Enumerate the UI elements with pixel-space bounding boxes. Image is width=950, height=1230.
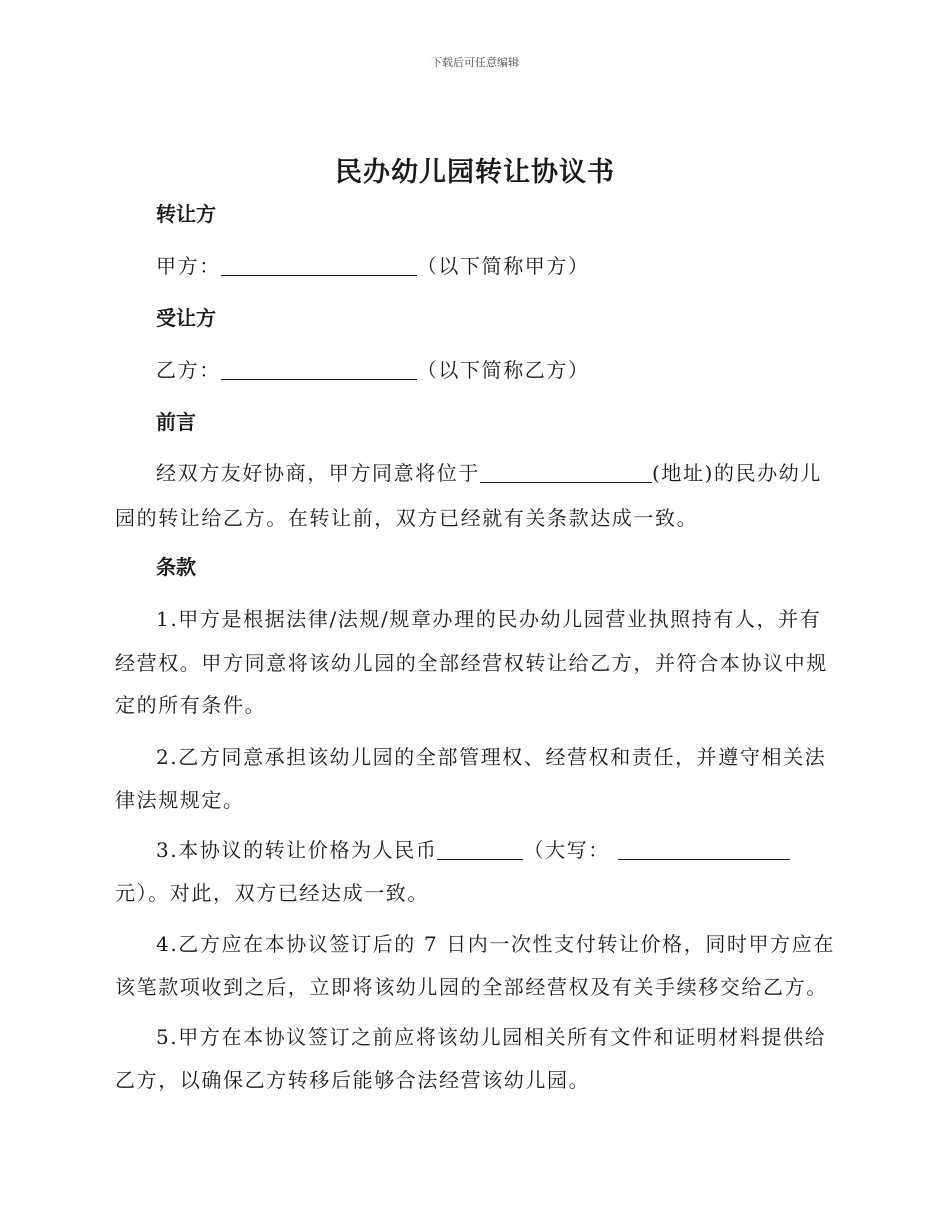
header-note: 下载后可任意编辑: [431, 56, 519, 69]
clause-5-line-1: 5.甲方在本协议签订之前应将该幼儿园相关所有文件和证明材料提供给: [156, 1025, 827, 1049]
clause-2-line-2: 律法规规定。: [115, 788, 245, 812]
party-a-suffix: （以下简称甲方）: [416, 254, 590, 278]
clause-4-line-1: 4.乙方应在本协议签订后的 7 日内一次性支付转让价格，同时甲方应在: [156, 932, 835, 956]
party-b-blank[interactable]: [221, 359, 417, 380]
preface-heading: 前言: [156, 410, 196, 434]
preface-line-1: [156, 457, 836, 486]
preface-line-2: 园的转让给乙方。在转让前，双方已经就有关条款达成一致。: [115, 506, 699, 530]
clause-1-line-3: 定的所有条件。: [115, 693, 267, 717]
clause-4-line-2: 该笔款项收到之后，立即将该幼儿园的全部经营权及有关手续移交给乙方。: [115, 975, 828, 999]
clause-5-line-2: 乙方，以确保乙方转移后能够合法经营该幼儿园。: [115, 1068, 591, 1092]
transferor-heading: 转让方: [156, 202, 216, 226]
price-uppercase-blank[interactable]: [618, 839, 790, 860]
clause-2-line-1: 2.乙方同意承担该幼儿园的全部管理权、经营权和责任，并遵守相关法: [156, 745, 827, 769]
terms-heading: 条款: [156, 555, 196, 579]
clause-3-line-2: 元）。对此，双方已经达成一致。: [115, 881, 429, 905]
party-b-suffix: （以下简称乙方）: [416, 358, 590, 382]
preface-text-b: (地址)的民办幼儿: [652, 461, 823, 485]
party-a-blank[interactable]: [221, 255, 417, 276]
clause-1-line-2: 经营权。甲方同意将该幼儿园的全部经营权转让给乙方，并符合本协议中规: [115, 651, 828, 675]
document-title: 民办幼儿园转让协议书: [335, 157, 615, 188]
party-b-line: [156, 354, 836, 383]
address-blank[interactable]: [480, 462, 652, 483]
party-a-label: 甲方：: [156, 254, 221, 278]
clause-3-line-1: [156, 834, 836, 863]
preface-text-a: 经双方友好协商，甲方同意将位于: [156, 461, 480, 485]
price-blank[interactable]: [437, 839, 523, 860]
clause-3-text-a: 3.本协议的转让价格为人民币: [156, 838, 438, 862]
clause-1-line-1: 1.甲方是根据法律/法规/规章办理的民办幼儿园营业执照持有人，并有: [156, 607, 822, 631]
party-a-line: [156, 250, 836, 279]
party-b-label: 乙方：: [156, 358, 221, 382]
clause-3-text-b: （大写：: [523, 838, 610, 862]
transferee-heading: 受让方: [156, 306, 216, 330]
